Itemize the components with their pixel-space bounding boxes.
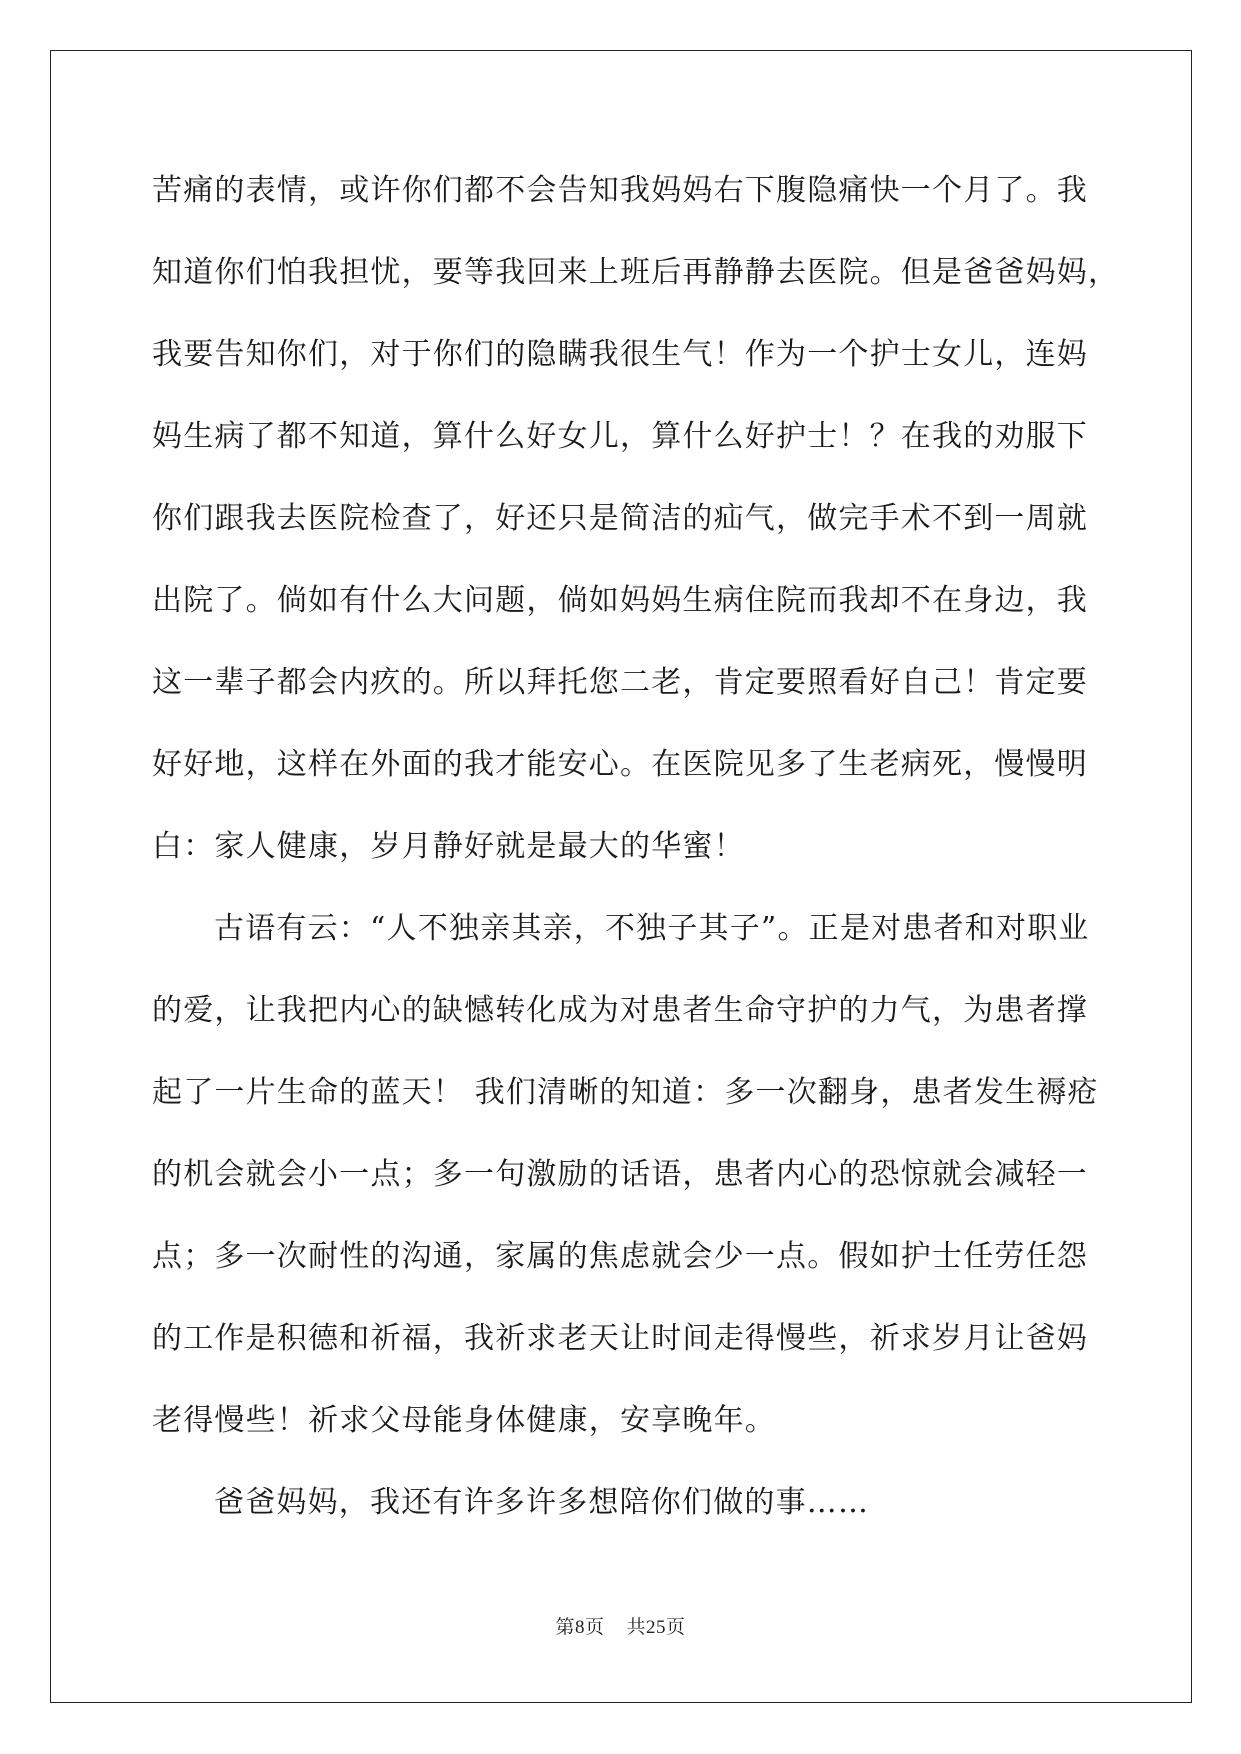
text-line: 知道你们怕我担忧，要等我回来上班后再静静去医院。但是爸爸妈妈，	[152, 255, 1120, 290]
text-line: 的工作是积德和祈福，我祈求老天让时间走得慢些，祈求岁月让爸妈	[152, 1321, 1088, 1356]
text-line: 白：家人健康，岁月静好就是最大的华蜜！	[152, 829, 745, 864]
body-text	[152, 165, 1120, 1559]
text-line: 你们跟我去医院检查了，好还只是简洁的疝气，做完手术不到一周就	[152, 501, 1088, 536]
page-number-current: 第8页	[555, 1617, 605, 1638]
paragraph-start-line: 古语有云：“人不独亲其亲，不独子其子”。正是对患者和对职业	[214, 911, 1090, 946]
page-number-total: 共25页	[626, 1617, 686, 1638]
paragraph-start-line: 爸爸妈妈，我还有许多许多想陪你们做的事……	[214, 1485, 870, 1520]
text-line: 这一辈子都会内疚的。所以拜托您二老，肯定要照看好自己！肯定要	[152, 665, 1088, 700]
text-line: 妈生病了都不知道，算什么好女儿，算什么好护士！？在我的劝服下	[152, 419, 1088, 454]
text-line: 苦痛的表情，或许你们都不会告知我妈妈右下腹隐痛快一个月了。我	[152, 173, 1088, 208]
text-line: 我要告知你们，对于你们的隐瞒我很生气！作为一个护士女儿，连妈	[152, 337, 1088, 372]
text-line: 的爱，让我把内心的缺憾转化成为对患者生命守护的力气，为患者撑	[152, 993, 1088, 1028]
text-line: 老得慢些！祈求父母能身体健康，安享晚年。	[152, 1403, 776, 1438]
page-footer	[0, 1612, 1241, 1639]
text-line: 的机会就会小一点；多一句激励的话语，患者内心的恐惊就会减轻一	[152, 1157, 1088, 1192]
text-line: 出院了。倘如有什么大问题，倘如妈妈生病住院而我却不在身边，我	[152, 583, 1088, 618]
text-line: 起了一片生命的蓝天！ 我们清晰的知道：多一次翻身，患者发生褥疮	[152, 1075, 1099, 1110]
text-line: 点；多一次耐性的沟通，家属的焦虑就会少一点。假如护士任劳任怨	[152, 1239, 1088, 1274]
text-line: 好好地，这样在外面的我才能安心。在医院见多了生老病死，慢慢明	[152, 747, 1088, 782]
